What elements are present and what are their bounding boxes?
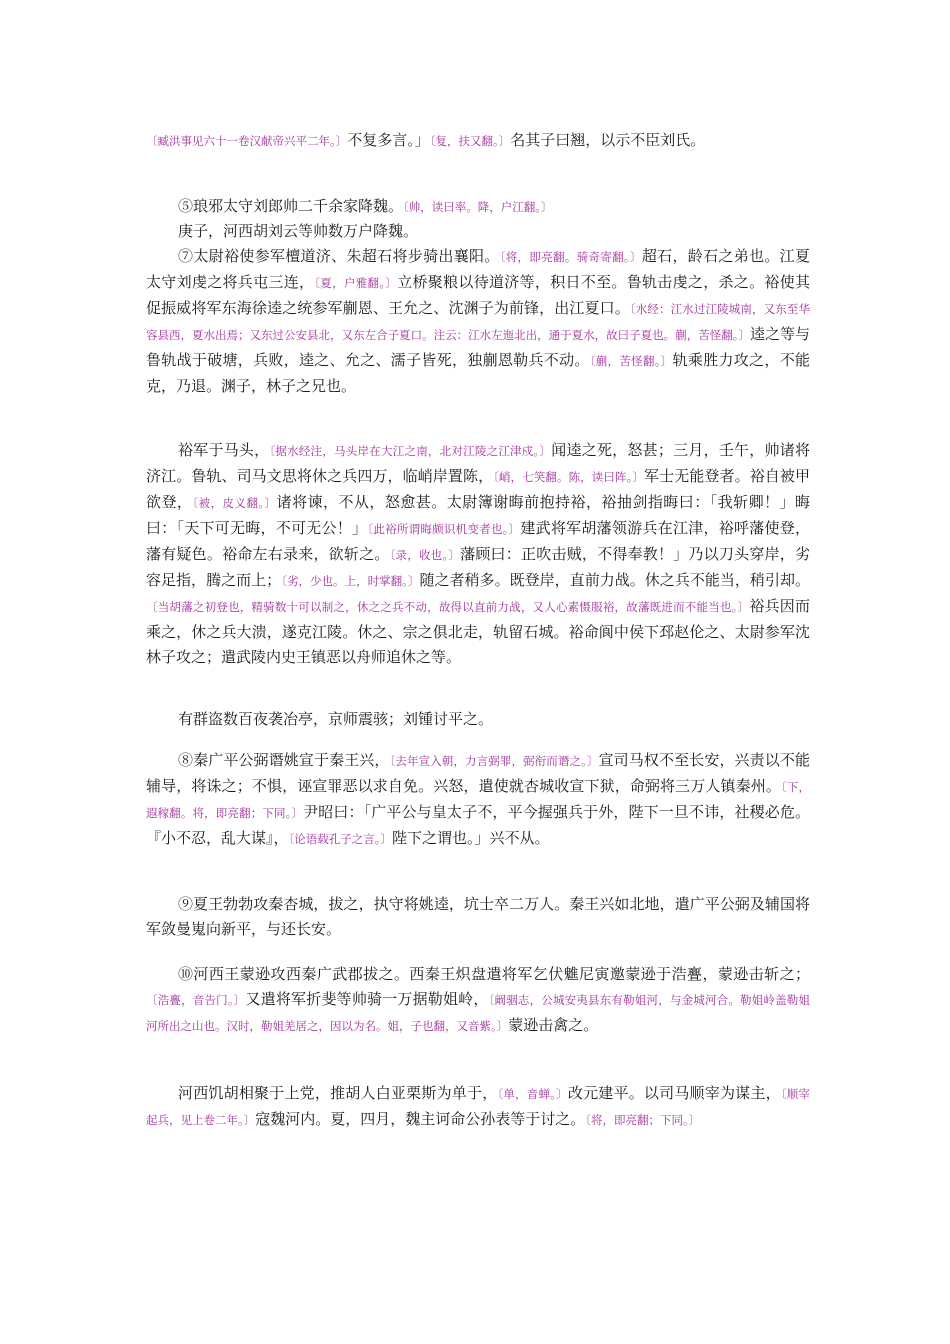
main-text: 不复多言。」: [347, 131, 430, 149]
main-text: 裕军于马头，: [178, 441, 270, 459]
main-text: ⑦太尉裕使参军檀道济、朱超石将步骑出襄阳。: [178, 247, 500, 265]
annotation: 〔当胡藩之初登也，精骑数十可以制之，休之之兵不动，故得以直前力战，又人心素慑服裕，故藩既进而不能当也。〕: [146, 600, 750, 614]
main-text: 逵之等与鲁轨战于破塘，兵败，逵之、允之、濡子皆死，独蒯恩勒兵不动。: [146, 325, 810, 369]
annotation: 〔将，即亮翻；下同。〕: [585, 1113, 701, 1127]
main-text: 尹昭曰：「广平公与皇太子不，平今握强兵于外，陛下一旦不讳，社稷必危。『小不忍，乱大谋』，: [146, 803, 810, 847]
main-text: ⑤琅邪太守刘郎帅二千余家降魏。: [178, 197, 404, 215]
annotation: 〔复，扶又翻。〕: [429, 134, 511, 148]
paragraph-shangdang-hu: [146, 1081, 810, 1133]
main-text: 超石，龄石之弟也。江夏太守刘虔之将兵屯三连，: [146, 247, 810, 291]
main-text: 庚子，河西胡刘云等帅数万户降魏。: [178, 222, 419, 240]
main-text: 闻逵之死，怒甚；三月，壬午，帅诸将济江。鲁轨、司马文思将休之兵四万，临峭岸置陈，: [146, 441, 810, 485]
main-text: 河西饥胡相聚于上党，推胡人白亚栗斯为单于，: [178, 1084, 498, 1102]
annotation: 〔单，音蝉。〕: [497, 1087, 568, 1101]
annotation: 〔水经：江水过江陵城南，又东至华容县西，夏水出焉；又东过公安县北，又东左合子夏口。注云：江水左迤北出，通于夏水，故曰子夏也。蒯，苦怪翻。〕: [146, 302, 811, 342]
annotation: 〔据水经注，马头岸在大江之南，北对江陵之江津戍。〕: [269, 444, 552, 458]
main-text: 蒙逊击禽之。: [508, 1016, 599, 1034]
annotation: 〔录，收也。〕: [389, 548, 461, 562]
paragraph-liu-yu-xiangyang: [146, 244, 810, 399]
main-text: 藩顾曰：正吹击贼，不得奉教！」乃以刀头穿岸，劣容足指，腾之而上；: [146, 545, 810, 589]
annotation: 〔顺宰起兵，见上卷二年。〕: [146, 1087, 810, 1127]
annotation: 〔下，遐稼翻。将，即亮翻；下同。〕: [146, 780, 811, 820]
paragraph-langya-surrender: [146, 194, 810, 220]
annotation: 〔劣，少也。上，时掌翻。〕: [281, 574, 420, 588]
main-text: 改元建平。以司马顺宰为谋主，: [567, 1084, 781, 1102]
paragraph-gengzi: [146, 219, 810, 244]
paragraph-juqu-mengxun: [146, 962, 810, 1039]
paragraph-bandits: [146, 707, 810, 732]
annotation: 〔臧洪事见六十一卷汉献帝兴平二年。〕: [146, 134, 348, 148]
main-text: 军士无能登者。裕自被甲欲登，: [146, 467, 810, 511]
annotation: 〔帅，读曰率。降，户江翻。〕: [403, 200, 553, 214]
annotation: 〔浩亹，音告门。〕: [146, 993, 246, 1007]
annotation: 〔论语载孔子之言。〕: [288, 832, 393, 846]
paragraph-qin-yao-xuan: [146, 748, 810, 852]
main-text: 宣司马权不至长安，兴责以不能辅导，将诛之；不惧，诬宣罪恶以求自免。兴怒，遣使就杏城收宣下狱，命弼将三万人镇秦州。: [146, 751, 810, 795]
main-text: 裕兵因而乘之，休之兵大溃，遂克江陵。休之、宗之俱北走，轨留石城。裕命阆中侯下邳赵伦之、太尉参军沈林子攻之；遣武陵内史王镇恶以舟师追休之等。: [146, 597, 810, 666]
main-text: 陛下之谓也。」兴不从。: [392, 829, 550, 847]
main-text: 随之者稍多。既登岸，直前力战。休之兵不能当，稍引却。: [419, 571, 810, 589]
paragraph-xia-helian: [146, 892, 810, 942]
main-text: 有群盗数百夜袭冶亭，京师震骇；刘锺讨平之。: [178, 710, 494, 728]
main-text: 又遣将军折斐等帅骑一万据勒姐岭，: [245, 990, 489, 1008]
main-text: 名其子曰翘，以示不臣刘氏。: [510, 131, 706, 149]
annotation: 〔夏，户雅翻。〕: [314, 276, 398, 290]
main-text: ⑨夏王勃勃攻秦杏城，拔之，执守将姚逵，坑士卒二万人。秦王兴如北地，遣广平公弼及辅国将军敛曼嵬向新平，与还长安。: [146, 895, 810, 938]
paragraph-zang-hong: [146, 128, 810, 154]
annotation: 〔去年宣入朝，力言弼罪，弼衔而谮之。〕: [389, 754, 599, 768]
paragraph-matou-crossing: [146, 438, 810, 670]
annotation: 〔被，皮义翻。〕: [192, 496, 277, 510]
main-text: 建武将军胡藩领游兵在江津，裕呼藩使登，藩有疑色。裕命左右录来，欲斩之。: [146, 519, 810, 563]
annotation: 〔将，即亮翻。骑奇寄翻。〕: [499, 250, 642, 264]
main-text: 轨乘胜力攻之，不能克，乃退。渊子，林子之兄也。: [146, 351, 810, 395]
main-text: 诸将谏，不从，怒愈甚。太尉簿谢晦前抱持裕，裕抽剑指晦曰：「我斩卿！」晦曰：「天下可无晦，不可无公！」: [146, 493, 810, 537]
main-text: ⑩河西王蒙逊攻西秦广武郡拔之。西秦王炽盘遣将军乞伏魋尼寅邀蒙逊于浩亹，蒙逊击斩之；: [178, 965, 810, 983]
annotation: 〔蒯，苦怪翻。〕: [589, 354, 673, 368]
main-text: ⑧秦广平公弼谮姚宣于秦王兴，: [178, 751, 390, 769]
main-text: 寇魏河内。夏，四月，魏主诃命公孙表等于讨之。: [255, 1110, 586, 1128]
main-text: 立桥聚粮以待道济等，积日不至。鲁轨击虔之，杀之。裕使其促振威将军东海徐逵之统参军蒯恩、王允之、沈渊子为前锋，出江夏口。: [146, 273, 810, 317]
annotation: 〔峭，七笑翻。陈，读曰阵。〕: [493, 470, 645, 484]
annotation: 〔此裕所谓晦颇识机变者也。〕: [367, 522, 521, 536]
annotation: 〔阚骃志，公城安夷县东有勒姐河，与金城河合。勒姐岭盖勒姐河所出之山也。汉时，勒姐羌居之，因以为名。姐，子也翻，又音紫。〕: [146, 993, 810, 1033]
